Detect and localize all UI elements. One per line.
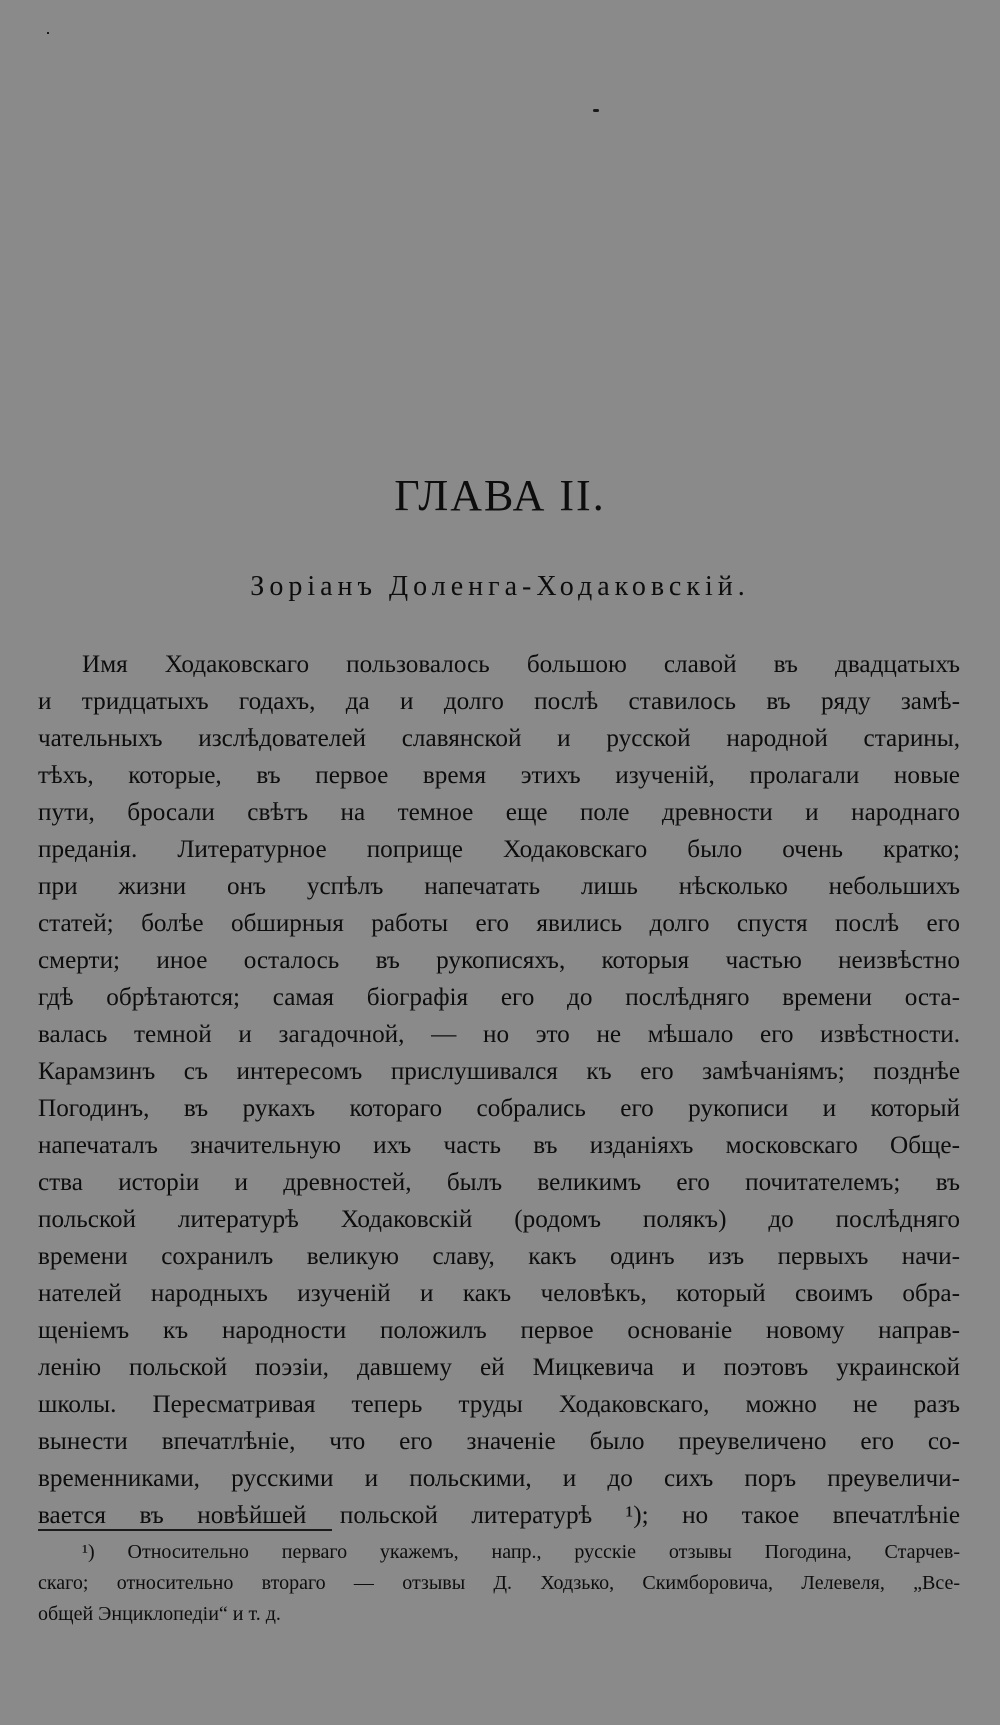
body-line: нателей народныхъ изученій и какъ человѣкъ, который своимъ обра- xyxy=(38,1280,960,1307)
body-line: ства исторіи и древностей, былъ великимъ его почитателемъ; въ xyxy=(38,1169,960,1196)
body-line: гдѣ обрѣтаются; самая біографія его до послѣдняго времени оста- xyxy=(38,984,960,1011)
footnote-line: общей Энциклопедіи“ и т. д. xyxy=(38,1603,281,1625)
footnote-line: ¹) Относительно перваго укажемъ, напр., русскіе отзывы Погодина, Старчев- xyxy=(82,1541,960,1563)
body-line: Погодинъ, въ рукахъ котораго собрались его рукописи и который xyxy=(38,1095,960,1122)
body-line: и тридцатыхъ годахъ, да и долго послѣ ставилось въ ряду замѣ- xyxy=(38,688,960,715)
print-speck xyxy=(593,109,599,112)
body-text xyxy=(38,646,960,1534)
chapter-title: ГЛАВА II. xyxy=(394,471,606,520)
body-line: валась темной и загадочной, — но это не мѣшало его извѣстности. xyxy=(38,1021,960,1048)
body-line: статей; болѣе обширныя работы его явились долго спустя послѣ его xyxy=(38,910,960,937)
body-line: щеніемъ къ народности положилъ первое основаніе новому направ- xyxy=(38,1317,960,1344)
body-line: пути, бросали свѣтъ на темное еще поле древности и народнаго xyxy=(38,799,960,826)
body-line: времени сохранилъ великую славу, какъ одинъ изъ первыхъ начи- xyxy=(38,1243,960,1270)
body-line: Имя Ходаковскаго пользовалось большою славой въ двадцатыхъ xyxy=(82,651,960,678)
body-line: Карамзинъ съ интересомъ прислушивался къ его замѣчаніямъ; позднѣе xyxy=(38,1058,960,1085)
footnote-line: скаго; относительно втораго — отзывы Д. Ходзько, Скимборовича, Лелевеля, „Все- xyxy=(38,1572,960,1594)
body-line: тѣхъ, которые, въ первое время этихъ изученій, пролагали новые xyxy=(38,762,960,789)
body-line: вается въ новѣйшей польской литературѣ ¹); но такое впечатлѣніе xyxy=(38,1502,960,1529)
footnote xyxy=(38,1537,960,1630)
chapter-subtitle: Зоріанъ Доленга-Ходаковскій. xyxy=(250,571,750,602)
body-line: временниками, русскими и польскими, и до сихъ поръ преувеличи- xyxy=(38,1465,960,1492)
body-line: ленію польской поэзіи, давшему ей Мицкевича и поэтовъ украинской xyxy=(38,1354,960,1381)
body-line: чательныхъ изслѣдователей славянской и русской народной старины, xyxy=(38,725,960,752)
body-line: при жизни онъ успѣлъ напечатать лишь нѣсколько небольшихъ xyxy=(38,873,960,900)
body-line: напечаталъ значительную ихъ часть въ изданіяхъ московскаго Обще- xyxy=(38,1132,960,1159)
footnote-divider xyxy=(38,1529,332,1531)
body-line: вынести впечатлѣніе, что его значеніе было преувеличено его со- xyxy=(38,1428,960,1455)
print-speck xyxy=(47,32,49,34)
body-line: школы. Пересматривая теперь труды Ходаковскаго, можно не разъ xyxy=(38,1391,960,1418)
body-line: смерти; иное осталось въ рукописяхъ, которыя частью неизвѣстно xyxy=(38,947,960,974)
body-line: преданія. Литературное поприще Ходаковскаго было очень кратко; xyxy=(38,836,960,863)
body-line: польской литературѣ Ходаковскій (родомъ полякъ) до послѣдняго xyxy=(38,1206,960,1233)
